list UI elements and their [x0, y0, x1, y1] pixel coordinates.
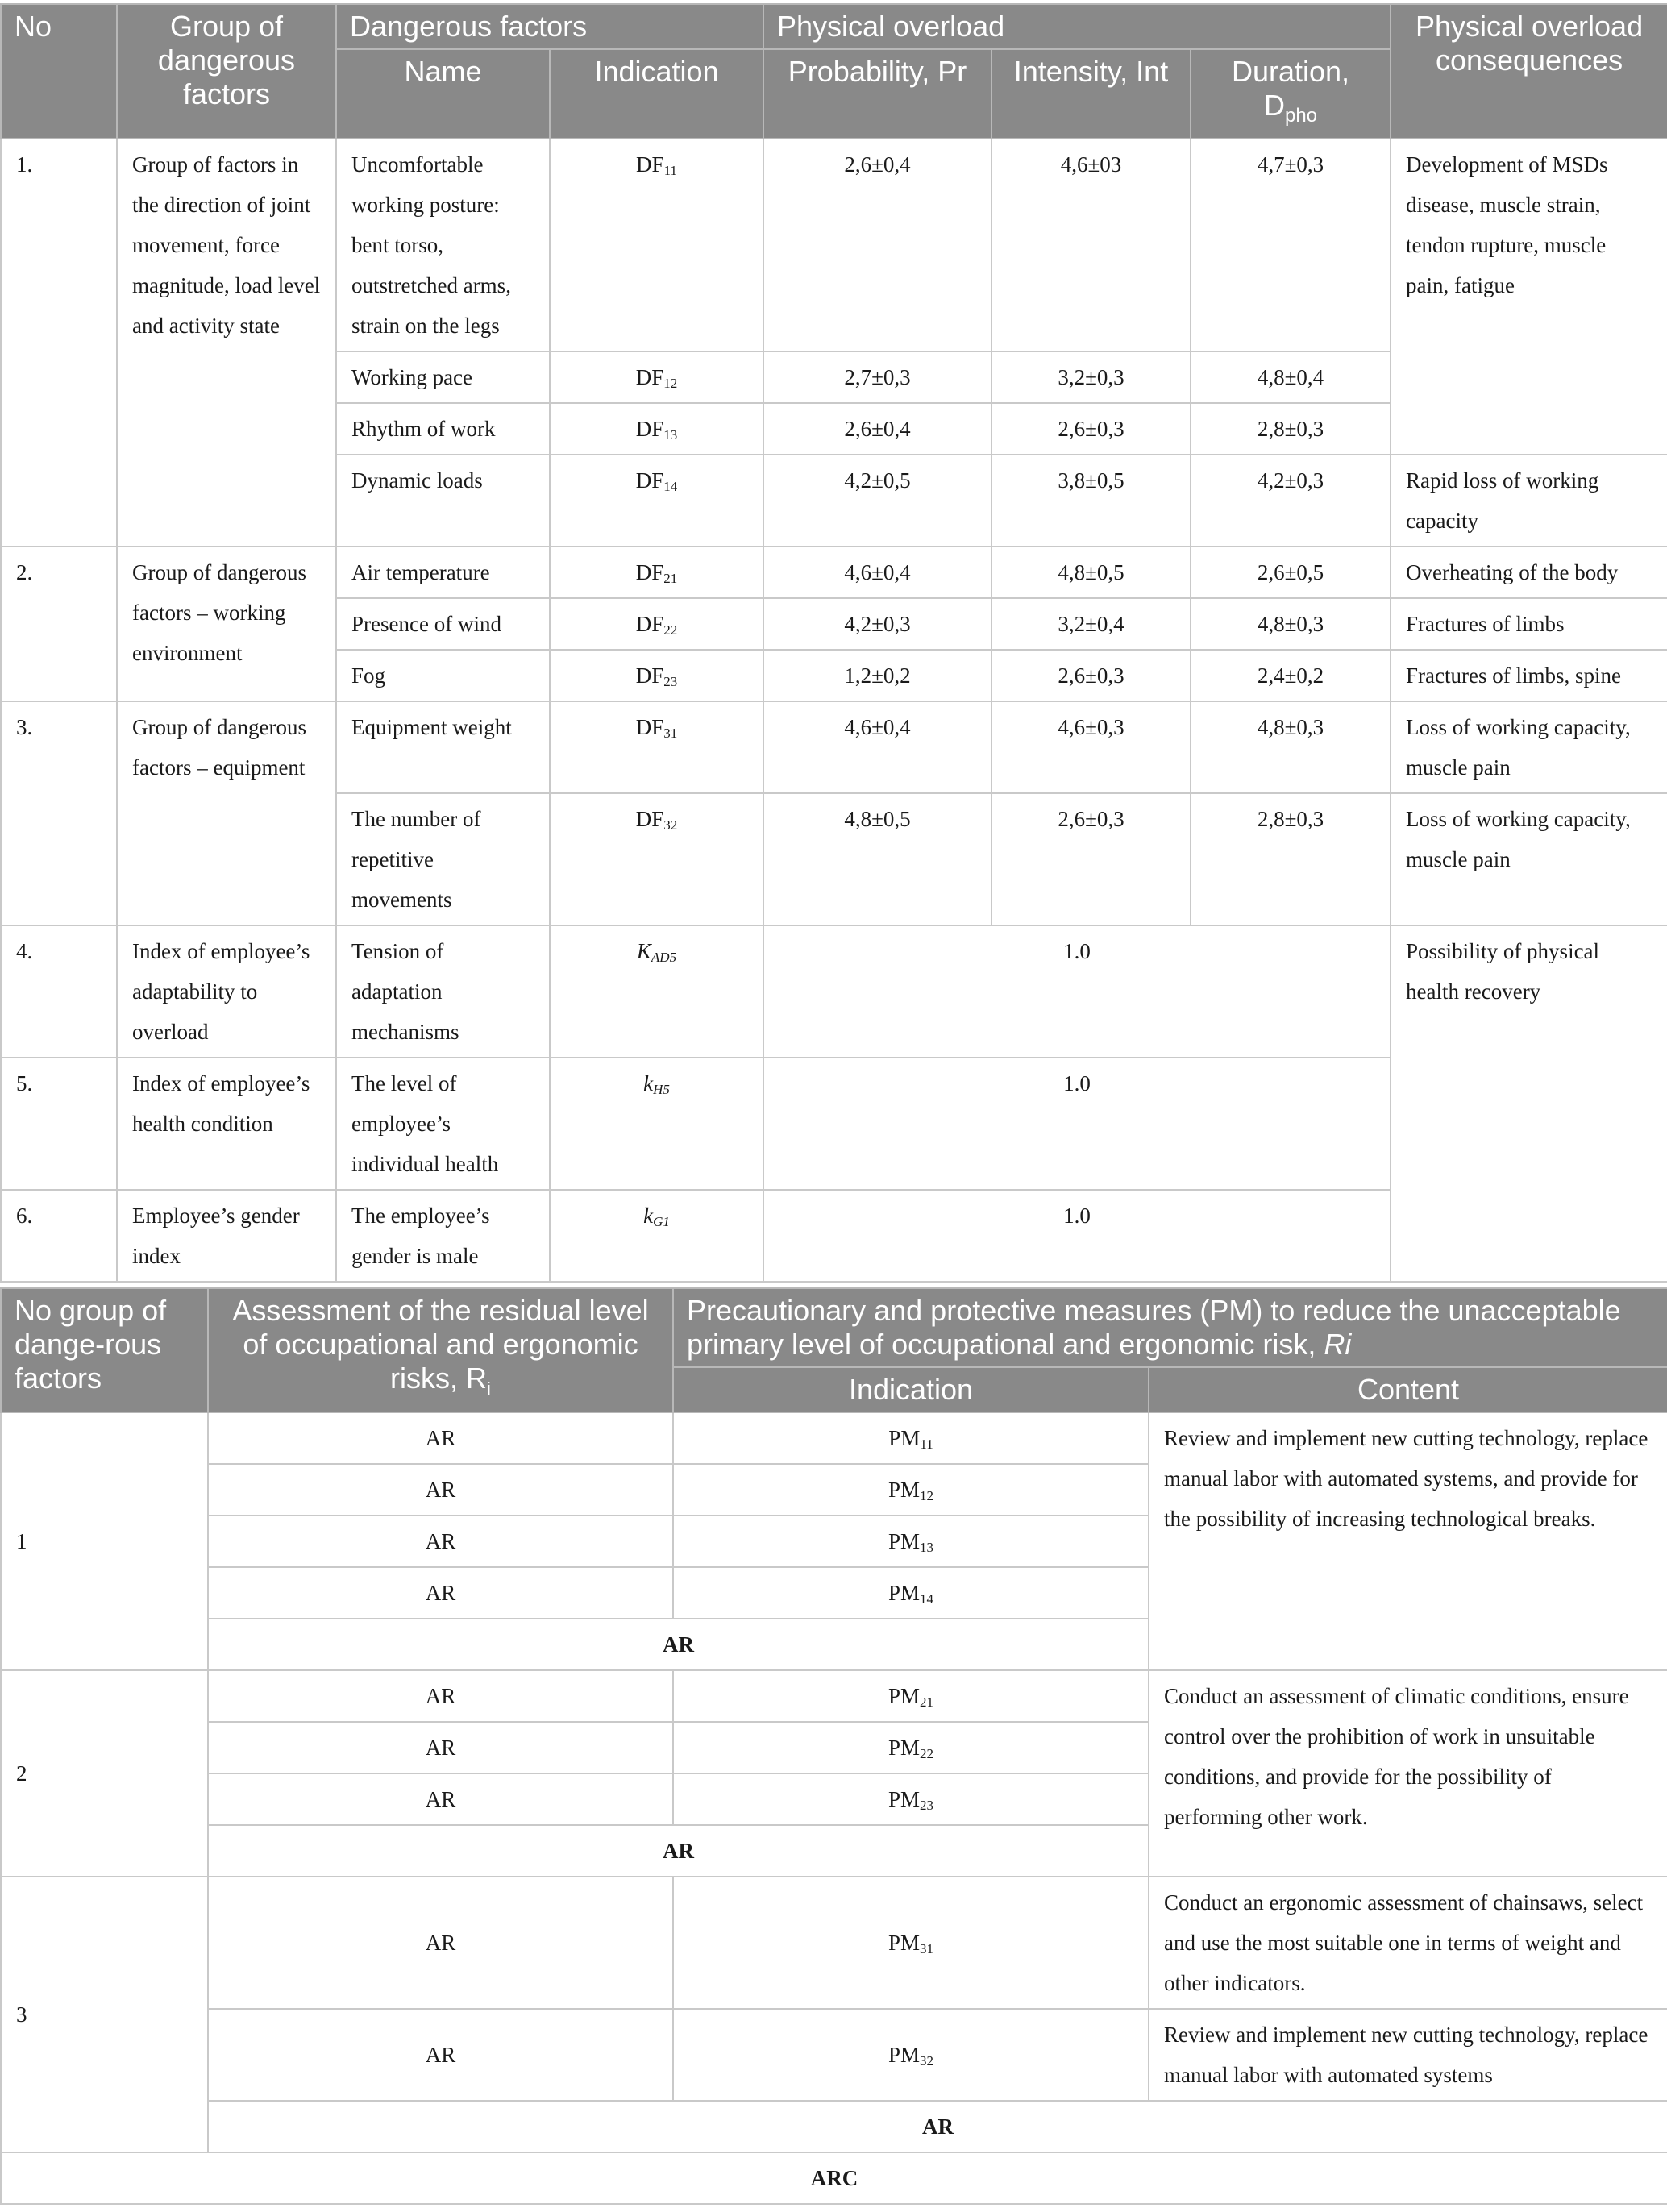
factor-probability: 4,2±0,5	[763, 455, 991, 547]
factor-duration: 4,7±0,3	[1191, 139, 1391, 351]
factor-probability: 2,6±0,4	[763, 139, 991, 351]
factor-indication: $DF_{13}$	[550, 403, 763, 455]
factor-probability: 4,8±0,5	[763, 793, 991, 925]
factor-duration: 2,6±0,5	[1191, 547, 1391, 598]
residual-risk: AR	[208, 1567, 673, 1619]
group-no: 3.	[1, 701, 117, 925]
header-no: No	[1, 4, 117, 139]
factor-indication: $DF_{22}$	[550, 598, 763, 650]
consequence: Overheating of the body	[1391, 547, 1667, 598]
residual-risk: AR	[208, 1464, 673, 1516]
consequence: Rapid loss of working capacity	[1391, 455, 1667, 547]
group-name: Employee’s gender index	[117, 1190, 336, 1282]
group-number: 1	[1, 1412, 208, 1670]
factor-intensity: 3,2±0,3	[991, 351, 1191, 403]
factor-intensity: 2,6±0,3	[991, 403, 1191, 455]
factor-duration: 4,8±0,3	[1191, 598, 1391, 650]
factor-name: Working pace	[336, 351, 550, 403]
group-name: Group of dangerous factors – equipment	[117, 701, 336, 925]
group-number: 2	[1, 1670, 208, 1877]
header-measures: Precautionary and protective measures (PM) to reduce the unacceptable primary level of occupational and ergonomic risk, Ri	[673, 1288, 1667, 1367]
group-total: AR	[208, 2101, 1667, 2152]
factor-duration: 2,8±0,3	[1191, 793, 1391, 925]
group-name: Index of employee’s health condition	[117, 1058, 336, 1190]
measure-indication: $PM_{11}$	[673, 1412, 1149, 1464]
residual-risk: AR	[208, 1516, 673, 1567]
measure-content: Conduct an ergonomic assessment of chainsaws, select and use the most suitable one in terms of weight and other indicators.	[1149, 1877, 1667, 2009]
measure-indication: $PM_{31}$	[673, 1877, 1149, 2009]
factor-duration: 2,8±0,3	[1191, 403, 1391, 455]
group-name: Group of dangerous factors – working environment	[117, 547, 336, 701]
consequence: Possibility of physical health recovery	[1391, 925, 1667, 1282]
factor-intensity: 4,6±0,3	[991, 701, 1191, 793]
factor-probability: 4,6±0,4	[763, 547, 991, 598]
consequence: Fractures of limbs	[1391, 598, 1667, 650]
factor-value: 1.0	[763, 1190, 1391, 1282]
factor-name: Rhythm of work	[336, 403, 550, 455]
consequence: Development of MSDs disease, muscle strain, tendon rupture, muscle pain, fatigue	[1391, 139, 1667, 455]
factor-intensity: 2,6±0,3	[991, 793, 1191, 925]
factor-name: Fog	[336, 650, 550, 701]
factor-value: 1.0	[763, 925, 1391, 1058]
factor-intensity: 2,6±0,3	[991, 650, 1191, 701]
factor-probability: 4,6±0,4	[763, 701, 991, 793]
factor-probability: 4,2±0,3	[763, 598, 991, 650]
factor-indication: $DF_{23}$	[550, 650, 763, 701]
factor-indication: $DF_{31}$	[550, 701, 763, 793]
group-name: Index of employee’s adaptability to overload	[117, 925, 336, 1058]
grand-total: ARC	[1, 2152, 1667, 2204]
measure-content: Review and implement new cutting technology, replace manual labor with automated systems	[1149, 2009, 1667, 2101]
factor-name: Air temperature	[336, 547, 550, 598]
group-no: 4.	[1, 925, 117, 1058]
factor-indication: $k_{H5}$	[550, 1058, 763, 1190]
measure-indication: $PM_{14}$	[673, 1567, 1149, 1619]
factor-probability: 2,6±0,4	[763, 403, 991, 455]
residual-risk: AR	[208, 1773, 673, 1825]
consequence: Fractures of limbs, spine	[1391, 650, 1667, 701]
measure-indication: $PM_{23}$	[673, 1773, 1149, 1825]
group-no: 1.	[1, 139, 117, 547]
factor-duration: 4,8±0,4	[1191, 351, 1391, 403]
header-group-no: No group of dange-rous factors	[1, 1288, 208, 1412]
factor-name: Presence of wind	[336, 598, 550, 650]
factor-indication: $k_{G1}$	[550, 1190, 763, 1282]
factor-name: The level of employee’s individual health	[336, 1058, 550, 1190]
factor-name: Equipment weight	[336, 701, 550, 793]
factor-indication: $DF_{14}$	[550, 455, 763, 547]
factor-indication: $K_{AD5}$	[550, 925, 763, 1058]
group-total: AR	[208, 1825, 1149, 1877]
consequence: Loss of working capacity, muscle pain	[1391, 701, 1667, 793]
factor-indication: $DF_{11}$	[550, 139, 763, 351]
factor-intensity: 3,8±0,5	[991, 455, 1191, 547]
group-no: 6.	[1, 1190, 117, 1282]
measure-indication: $PM_{13}$	[673, 1516, 1149, 1567]
measure-content: Review and implement new cutting technology, replace manual labor with automated systems, and provide for the possibility of increasing technological breaks.	[1149, 1412, 1667, 1670]
factor-duration: 4,8±0,3	[1191, 701, 1391, 793]
consequence: Loss of working capacity, muscle pain	[1391, 793, 1667, 925]
factor-duration: 4,2±0,3	[1191, 455, 1391, 547]
protective-measures-table	[0, 1287, 1667, 2205]
factor-probability: 1,2±0,2	[763, 650, 991, 701]
residual-risk: AR	[208, 1412, 673, 1464]
factor-intensity: 4,6±03	[991, 139, 1191, 351]
header-dangerous-factors: Dangerous factors	[336, 4, 763, 49]
factor-indication: $DF_{21}$	[550, 547, 763, 598]
group-no: 2.	[1, 547, 117, 701]
measure-content: Conduct an assessment of climatic conditions, ensure control over the prohibition of work in unsuitable conditions, and provide for the possibility of performing other work.	[1149, 1670, 1667, 1877]
group-name: Group of factors in the direction of joint movement, force magnitude, load level and activity state	[117, 139, 336, 547]
factor-name: Tension of adaptation mechanisms	[336, 925, 550, 1058]
header-consequences: Physical overload consequences	[1391, 4, 1667, 139]
factor-name: Dynamic loads	[336, 455, 550, 547]
residual-risk: AR	[208, 1877, 673, 2009]
residual-risk: AR	[208, 2009, 673, 2101]
header-group: Group of dangerous factors	[117, 4, 336, 139]
measure-indication: $PM_{21}$	[673, 1670, 1149, 1722]
factor-indication: $DF_{12}$	[550, 351, 763, 403]
measure-indication: $PM_{12}$	[673, 1464, 1149, 1516]
factor-value: 1.0	[763, 1058, 1391, 1190]
group-total: AR	[208, 1619, 1149, 1670]
header-indication: Indication	[550, 49, 763, 139]
factor-indication: $DF_{32}$	[550, 793, 763, 925]
factor-duration: 2,4±0,2	[1191, 650, 1391, 701]
factor-name: The employee’s gender is male	[336, 1190, 550, 1282]
header-assessment: Assessment of the residual level of occupational and ergonomic risks, $R_i$	[208, 1288, 673, 1412]
header-probability: Probability, Pr	[763, 49, 991, 139]
header-content: Content	[1149, 1367, 1667, 1412]
measure-indication: $PM_{32}$	[673, 2009, 1149, 2101]
factor-probability: 2,7±0,3	[763, 351, 991, 403]
hazard-factors-table	[0, 3, 1667, 1283]
group-number: 3	[1, 1877, 208, 2152]
factor-name: The number of repetitive movements	[336, 793, 550, 925]
measure-indication: $PM_{22}$	[673, 1722, 1149, 1773]
factor-name: Uncomfortable working posture: bent torso, outstretched arms, strain on the legs	[336, 139, 550, 351]
residual-risk: AR	[208, 1722, 673, 1773]
header-physical-overload: Physical overload	[763, 4, 1391, 49]
header-duration: Duration, $D_{pho}$	[1191, 49, 1391, 139]
header-name: Name	[336, 49, 550, 139]
header-intensity: Intensity, Int	[991, 49, 1191, 139]
header-indication: Indication	[673, 1367, 1149, 1412]
factor-intensity: 4,8±0,5	[991, 547, 1191, 598]
residual-risk: AR	[208, 1670, 673, 1722]
group-no: 5.	[1, 1058, 117, 1190]
factor-intensity: 3,2±0,4	[991, 598, 1191, 650]
